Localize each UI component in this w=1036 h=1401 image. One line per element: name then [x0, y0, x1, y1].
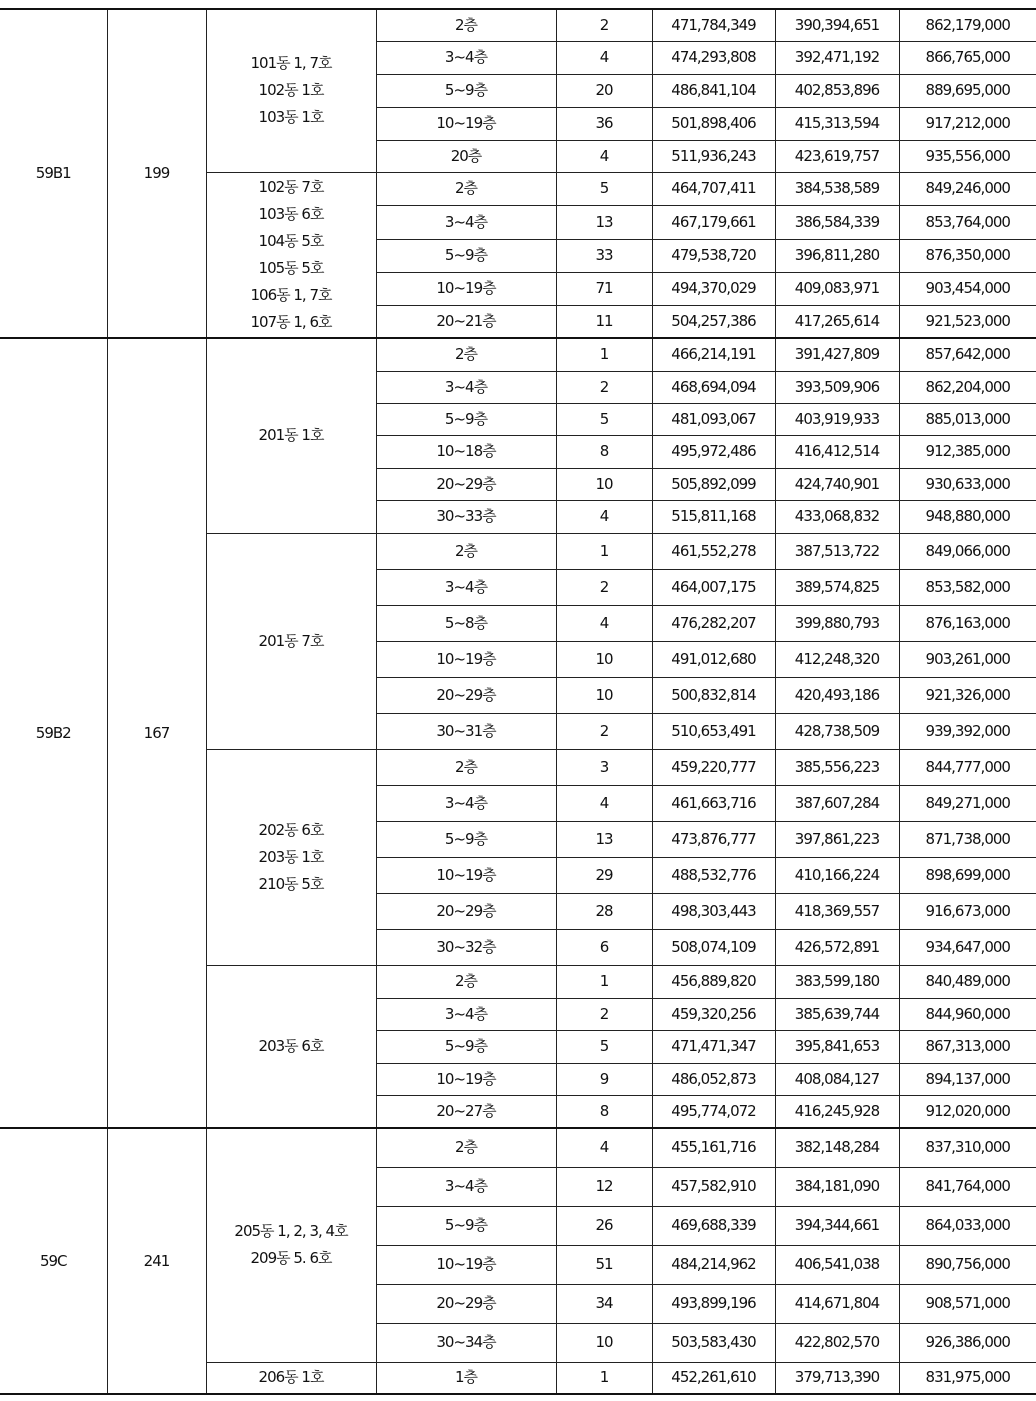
unit-total-cell: 241 [107, 1128, 206, 1394]
price-total-cell: 894,137,000 [899, 1063, 1036, 1095]
price-a-cell: 484,214,962 [652, 1245, 775, 1284]
count-cell: 2 [556, 569, 652, 605]
price-b-cell: 386,584,339 [775, 205, 899, 239]
count-cell: 13 [556, 821, 652, 857]
unit-type-cell: 59C [0, 1128, 107, 1394]
floor-cell: 2층 [376, 749, 556, 785]
count-cell: 29 [556, 857, 652, 893]
dong-unit-line: 203동 1호 [258, 847, 324, 866]
count-cell: 1 [556, 1362, 652, 1394]
count-cell: 6 [556, 929, 652, 965]
price-a-cell: 467,179,661 [652, 205, 775, 239]
price-b-cell: 426,572,891 [775, 929, 899, 965]
table-row [0, 338, 1036, 371]
price-b-cell: 409,083,971 [775, 272, 899, 305]
dong-unit-line: 104동 5호 [258, 231, 324, 250]
floor-cell: 5~9층 [376, 1030, 556, 1063]
price-b-cell: 392,471,192 [775, 41, 899, 74]
price-total-cell: 837,310,000 [899, 1128, 1036, 1167]
price-total-cell: 917,212,000 [899, 107, 1036, 140]
count-cell: 4 [556, 140, 652, 172]
price-total-cell: 935,556,000 [899, 140, 1036, 172]
count-cell: 4 [556, 500, 652, 533]
price-total-cell: 866,765,000 [899, 41, 1036, 74]
floor-cell: 20층 [376, 140, 556, 172]
price-total-cell: 876,350,000 [899, 239, 1036, 272]
price-a-cell: 459,220,777 [652, 749, 775, 785]
price-total-cell: 849,246,000 [899, 172, 1036, 205]
floor-cell: 5~9층 [376, 1206, 556, 1245]
dong-unit-line: 201동 7호 [258, 631, 324, 650]
price-b-cell: 416,245,928 [775, 1095, 899, 1128]
price-total-cell: 840,489,000 [899, 965, 1036, 998]
price-a-cell: 504,257,386 [652, 305, 775, 338]
price-a-cell: 508,074,109 [652, 929, 775, 965]
price-b-cell: 383,599,180 [775, 965, 899, 998]
price-b-cell: 428,738,509 [775, 713, 899, 749]
price-b-cell: 424,740,901 [775, 468, 899, 500]
floor-cell: 3~4층 [376, 41, 556, 74]
dong-unit-cell [206, 9, 376, 172]
price-b-cell: 415,313,594 [775, 107, 899, 140]
floor-cell: 10~19층 [376, 1245, 556, 1284]
price-total-cell: 903,261,000 [899, 641, 1036, 677]
count-cell: 2 [556, 998, 652, 1030]
price-total-cell: 841,764,000 [899, 1167, 1036, 1206]
dong-unit-line: 209동 5. 6호 [250, 1249, 332, 1268]
price-b-cell: 396,811,280 [775, 239, 899, 272]
dong-unit-line: 206동 1호 [258, 1368, 324, 1387]
table-row [0, 9, 1036, 41]
price-total-cell: 853,582,000 [899, 569, 1036, 605]
price-a-cell: 515,811,168 [652, 500, 775, 533]
floor-cell: 2층 [376, 338, 556, 371]
table-row [0, 1128, 1036, 1167]
floor-cell: 10~19층 [376, 857, 556, 893]
price-total-cell: 903,454,000 [899, 272, 1036, 305]
price-total-cell: 862,204,000 [899, 371, 1036, 403]
floor-cell: 2층 [376, 533, 556, 569]
dong-unit-line: 103동 6호 [258, 204, 324, 223]
price-a-cell: 486,052,873 [652, 1063, 775, 1095]
price-total-cell: 908,571,000 [899, 1284, 1036, 1323]
floor-cell: 3~4층 [376, 998, 556, 1030]
count-cell: 2 [556, 713, 652, 749]
price-a-cell: 495,774,072 [652, 1095, 775, 1128]
count-cell: 4 [556, 1128, 652, 1167]
price-b-cell: 422,802,570 [775, 1323, 899, 1362]
floor-cell: 10~19층 [376, 107, 556, 140]
floor-cell: 30~32층 [376, 929, 556, 965]
floor-cell: 20~29층 [376, 468, 556, 500]
count-cell: 10 [556, 677, 652, 713]
price-a-cell: 464,707,411 [652, 172, 775, 205]
floor-cell: 3~4층 [376, 371, 556, 403]
price-b-cell: 389,574,825 [775, 569, 899, 605]
dong-unit-line: 205동 1, 2, 3, 4호 [234, 1222, 348, 1241]
unit-type-cell: 59B2 [0, 338, 107, 1128]
dong-unit-line: 201동 1호 [258, 426, 324, 445]
count-cell: 1 [556, 338, 652, 371]
floor-cell: 30~31층 [376, 713, 556, 749]
price-b-cell: 393,509,906 [775, 371, 899, 403]
price-b-cell: 387,513,722 [775, 533, 899, 569]
floor-cell: 3~4층 [376, 205, 556, 239]
unit-total-cell: 199 [107, 9, 206, 338]
price-a-cell: 491,012,680 [652, 641, 775, 677]
dong-unit-cell [206, 1362, 376, 1394]
price-total-cell: 862,179,000 [899, 9, 1036, 41]
dong-unit-line: 106동 1, 7호 [250, 285, 332, 304]
count-cell: 12 [556, 1167, 652, 1206]
price-b-cell: 408,084,127 [775, 1063, 899, 1095]
floor-cell: 10~19층 [376, 1063, 556, 1095]
price-b-cell: 382,148,284 [775, 1128, 899, 1167]
price-total-cell: 930,633,000 [899, 468, 1036, 500]
dong-unit-line: 107동 1, 6호 [250, 312, 332, 331]
price-a-cell: 466,214,191 [652, 338, 775, 371]
dong-unit-line: 102동 7호 [258, 177, 324, 196]
price-a-cell: 471,471,347 [652, 1030, 775, 1063]
count-cell: 4 [556, 785, 652, 821]
price-a-cell: 471,784,349 [652, 9, 775, 41]
price-b-cell: 418,369,557 [775, 893, 899, 929]
unit-total-cell: 167 [107, 338, 206, 1128]
count-cell: 3 [556, 749, 652, 785]
price-total-cell: 844,960,000 [899, 998, 1036, 1030]
price-b-cell: 416,412,514 [775, 435, 899, 468]
price-a-cell: 501,898,406 [652, 107, 775, 140]
price-b-cell: 410,166,224 [775, 857, 899, 893]
dong-unit-cell [206, 172, 376, 338]
count-cell: 11 [556, 305, 652, 338]
floor-cell: 5~9층 [376, 74, 556, 107]
price-b-cell: 406,541,038 [775, 1245, 899, 1284]
count-cell: 10 [556, 641, 652, 677]
count-cell: 8 [556, 435, 652, 468]
price-total-cell: 885,013,000 [899, 403, 1036, 435]
price-b-cell: 403,919,933 [775, 403, 899, 435]
floor-cell: 5~9층 [376, 239, 556, 272]
price-b-cell: 397,861,223 [775, 821, 899, 857]
price-total-cell: 831,975,000 [899, 1362, 1036, 1394]
count-cell: 33 [556, 239, 652, 272]
count-cell: 2 [556, 9, 652, 41]
dong-unit-line: 101동 1, 7호 [250, 54, 332, 73]
price-a-cell: 459,320,256 [652, 998, 775, 1030]
floor-cell: 2층 [376, 965, 556, 998]
price-total-cell: 853,764,000 [899, 205, 1036, 239]
dong-unit-cell [206, 965, 376, 1128]
floor-cell: 2층 [376, 1128, 556, 1167]
price-a-cell: 500,832,814 [652, 677, 775, 713]
dong-unit-cell [206, 533, 376, 749]
price-b-cell: 385,639,744 [775, 998, 899, 1030]
dong-unit-line: 202동 6호 [258, 820, 324, 839]
dong-unit-line: 103동 1호 [258, 108, 324, 127]
count-cell: 10 [556, 468, 652, 500]
floor-cell: 1층 [376, 1362, 556, 1394]
price-total-cell: 889,695,000 [899, 74, 1036, 107]
price-a-cell: 461,552,278 [652, 533, 775, 569]
floor-cell: 3~4층 [376, 785, 556, 821]
price-a-cell: 476,282,207 [652, 605, 775, 641]
price-total-cell: 948,880,000 [899, 500, 1036, 533]
price-a-cell: 511,936,243 [652, 140, 775, 172]
price-a-cell: 455,161,716 [652, 1128, 775, 1167]
price-total-cell: 864,033,000 [899, 1206, 1036, 1245]
count-cell: 2 [556, 371, 652, 403]
floor-cell: 3~4층 [376, 1167, 556, 1206]
price-b-cell: 395,841,653 [775, 1030, 899, 1063]
price-b-cell: 387,607,284 [775, 785, 899, 821]
dong-unit-line: 105동 5호 [258, 258, 324, 277]
price-total-cell: 876,163,000 [899, 605, 1036, 641]
price-total-cell: 921,523,000 [899, 305, 1036, 338]
price-a-cell: 493,899,196 [652, 1284, 775, 1323]
dong-unit-cell [206, 749, 376, 965]
price-a-cell: 461,663,716 [652, 785, 775, 821]
price-b-cell: 384,181,090 [775, 1167, 899, 1206]
floor-cell: 2층 [376, 172, 556, 205]
dong-unit-line: 210동 5호 [258, 874, 324, 893]
price-table [0, 8, 1036, 1395]
price-total-cell: 926,386,000 [899, 1323, 1036, 1362]
price-b-cell: 433,068,832 [775, 500, 899, 533]
price-total-cell: 849,271,000 [899, 785, 1036, 821]
count-cell: 34 [556, 1284, 652, 1323]
count-cell: 71 [556, 272, 652, 305]
dong-unit-cell [206, 338, 376, 533]
floor-cell: 5~8층 [376, 605, 556, 641]
price-a-cell: 498,303,443 [652, 893, 775, 929]
price-total-cell: 898,699,000 [899, 857, 1036, 893]
price-table-body [0, 9, 1036, 1394]
price-b-cell: 379,713,390 [775, 1362, 899, 1394]
price-total-cell: 912,385,000 [899, 435, 1036, 468]
price-b-cell: 423,619,757 [775, 140, 899, 172]
price-a-cell: 481,093,067 [652, 403, 775, 435]
count-cell: 9 [556, 1063, 652, 1095]
price-b-cell: 412,248,320 [775, 641, 899, 677]
price-total-cell: 849,066,000 [899, 533, 1036, 569]
price-total-cell: 867,313,000 [899, 1030, 1036, 1063]
floor-cell: 20~29층 [376, 677, 556, 713]
price-b-cell: 399,880,793 [775, 605, 899, 641]
floor-cell: 20~21층 [376, 305, 556, 338]
price-total-cell: 857,642,000 [899, 338, 1036, 371]
dong-unit-line: 203동 6호 [258, 1036, 324, 1055]
price-total-cell: 939,392,000 [899, 713, 1036, 749]
price-b-cell: 390,394,651 [775, 9, 899, 41]
floor-cell: 2층 [376, 9, 556, 41]
price-total-cell: 871,738,000 [899, 821, 1036, 857]
count-cell: 4 [556, 605, 652, 641]
count-cell: 20 [556, 74, 652, 107]
price-a-cell: 503,583,430 [652, 1323, 775, 1362]
price-b-cell: 414,671,804 [775, 1284, 899, 1323]
price-total-cell: 912,020,000 [899, 1095, 1036, 1128]
count-cell: 1 [556, 965, 652, 998]
dong-unit-line: 102동 1호 [258, 81, 324, 100]
price-a-cell: 495,972,486 [652, 435, 775, 468]
count-cell: 8 [556, 1095, 652, 1128]
price-b-cell: 391,427,809 [775, 338, 899, 371]
price-b-cell: 420,493,186 [775, 677, 899, 713]
count-cell: 36 [556, 107, 652, 140]
floor-cell: 10~19층 [376, 272, 556, 305]
price-a-cell: 452,261,610 [652, 1362, 775, 1394]
price-b-cell: 394,344,661 [775, 1206, 899, 1245]
floor-cell: 20~29층 [376, 1284, 556, 1323]
floor-cell: 30~33층 [376, 500, 556, 533]
price-total-cell: 890,756,000 [899, 1245, 1036, 1284]
price-a-cell: 494,370,029 [652, 272, 775, 305]
price-total-cell: 916,673,000 [899, 893, 1036, 929]
price-a-cell: 505,892,099 [652, 468, 775, 500]
count-cell: 26 [556, 1206, 652, 1245]
price-a-cell: 473,876,777 [652, 821, 775, 857]
count-cell: 13 [556, 205, 652, 239]
price-a-cell: 510,653,491 [652, 713, 775, 749]
floor-cell: 20~27층 [376, 1095, 556, 1128]
count-cell: 4 [556, 41, 652, 74]
price-a-cell: 468,694,094 [652, 371, 775, 403]
price-b-cell: 402,853,896 [775, 74, 899, 107]
count-cell: 51 [556, 1245, 652, 1284]
price-total-cell: 934,647,000 [899, 929, 1036, 965]
price-total-cell: 921,326,000 [899, 677, 1036, 713]
price-a-cell: 474,293,808 [652, 41, 775, 74]
floor-cell: 30~34층 [376, 1323, 556, 1362]
price-a-cell: 469,688,339 [652, 1206, 775, 1245]
floor-cell: 10~19층 [376, 641, 556, 677]
count-cell: 5 [556, 1030, 652, 1063]
count-cell: 5 [556, 172, 652, 205]
price-a-cell: 464,007,175 [652, 569, 775, 605]
floor-cell: 3~4층 [376, 569, 556, 605]
price-a-cell: 486,841,104 [652, 74, 775, 107]
floor-cell: 20~29층 [376, 893, 556, 929]
price-a-cell: 488,532,776 [652, 857, 775, 893]
dong-unit-cell [206, 1128, 376, 1362]
floor-cell: 10~18층 [376, 435, 556, 468]
count-cell: 1 [556, 533, 652, 569]
count-cell: 5 [556, 403, 652, 435]
price-a-cell: 456,889,820 [652, 965, 775, 998]
price-a-cell: 457,582,910 [652, 1167, 775, 1206]
price-a-cell: 479,538,720 [652, 239, 775, 272]
floor-cell: 5~9층 [376, 403, 556, 435]
price-b-cell: 384,538,589 [775, 172, 899, 205]
count-cell: 28 [556, 893, 652, 929]
unit-type-cell: 59B1 [0, 9, 107, 338]
floor-cell: 5~9층 [376, 821, 556, 857]
price-total-cell: 844,777,000 [899, 749, 1036, 785]
count-cell: 10 [556, 1323, 652, 1362]
price-b-cell: 417,265,614 [775, 305, 899, 338]
price-b-cell: 385,556,223 [775, 749, 899, 785]
